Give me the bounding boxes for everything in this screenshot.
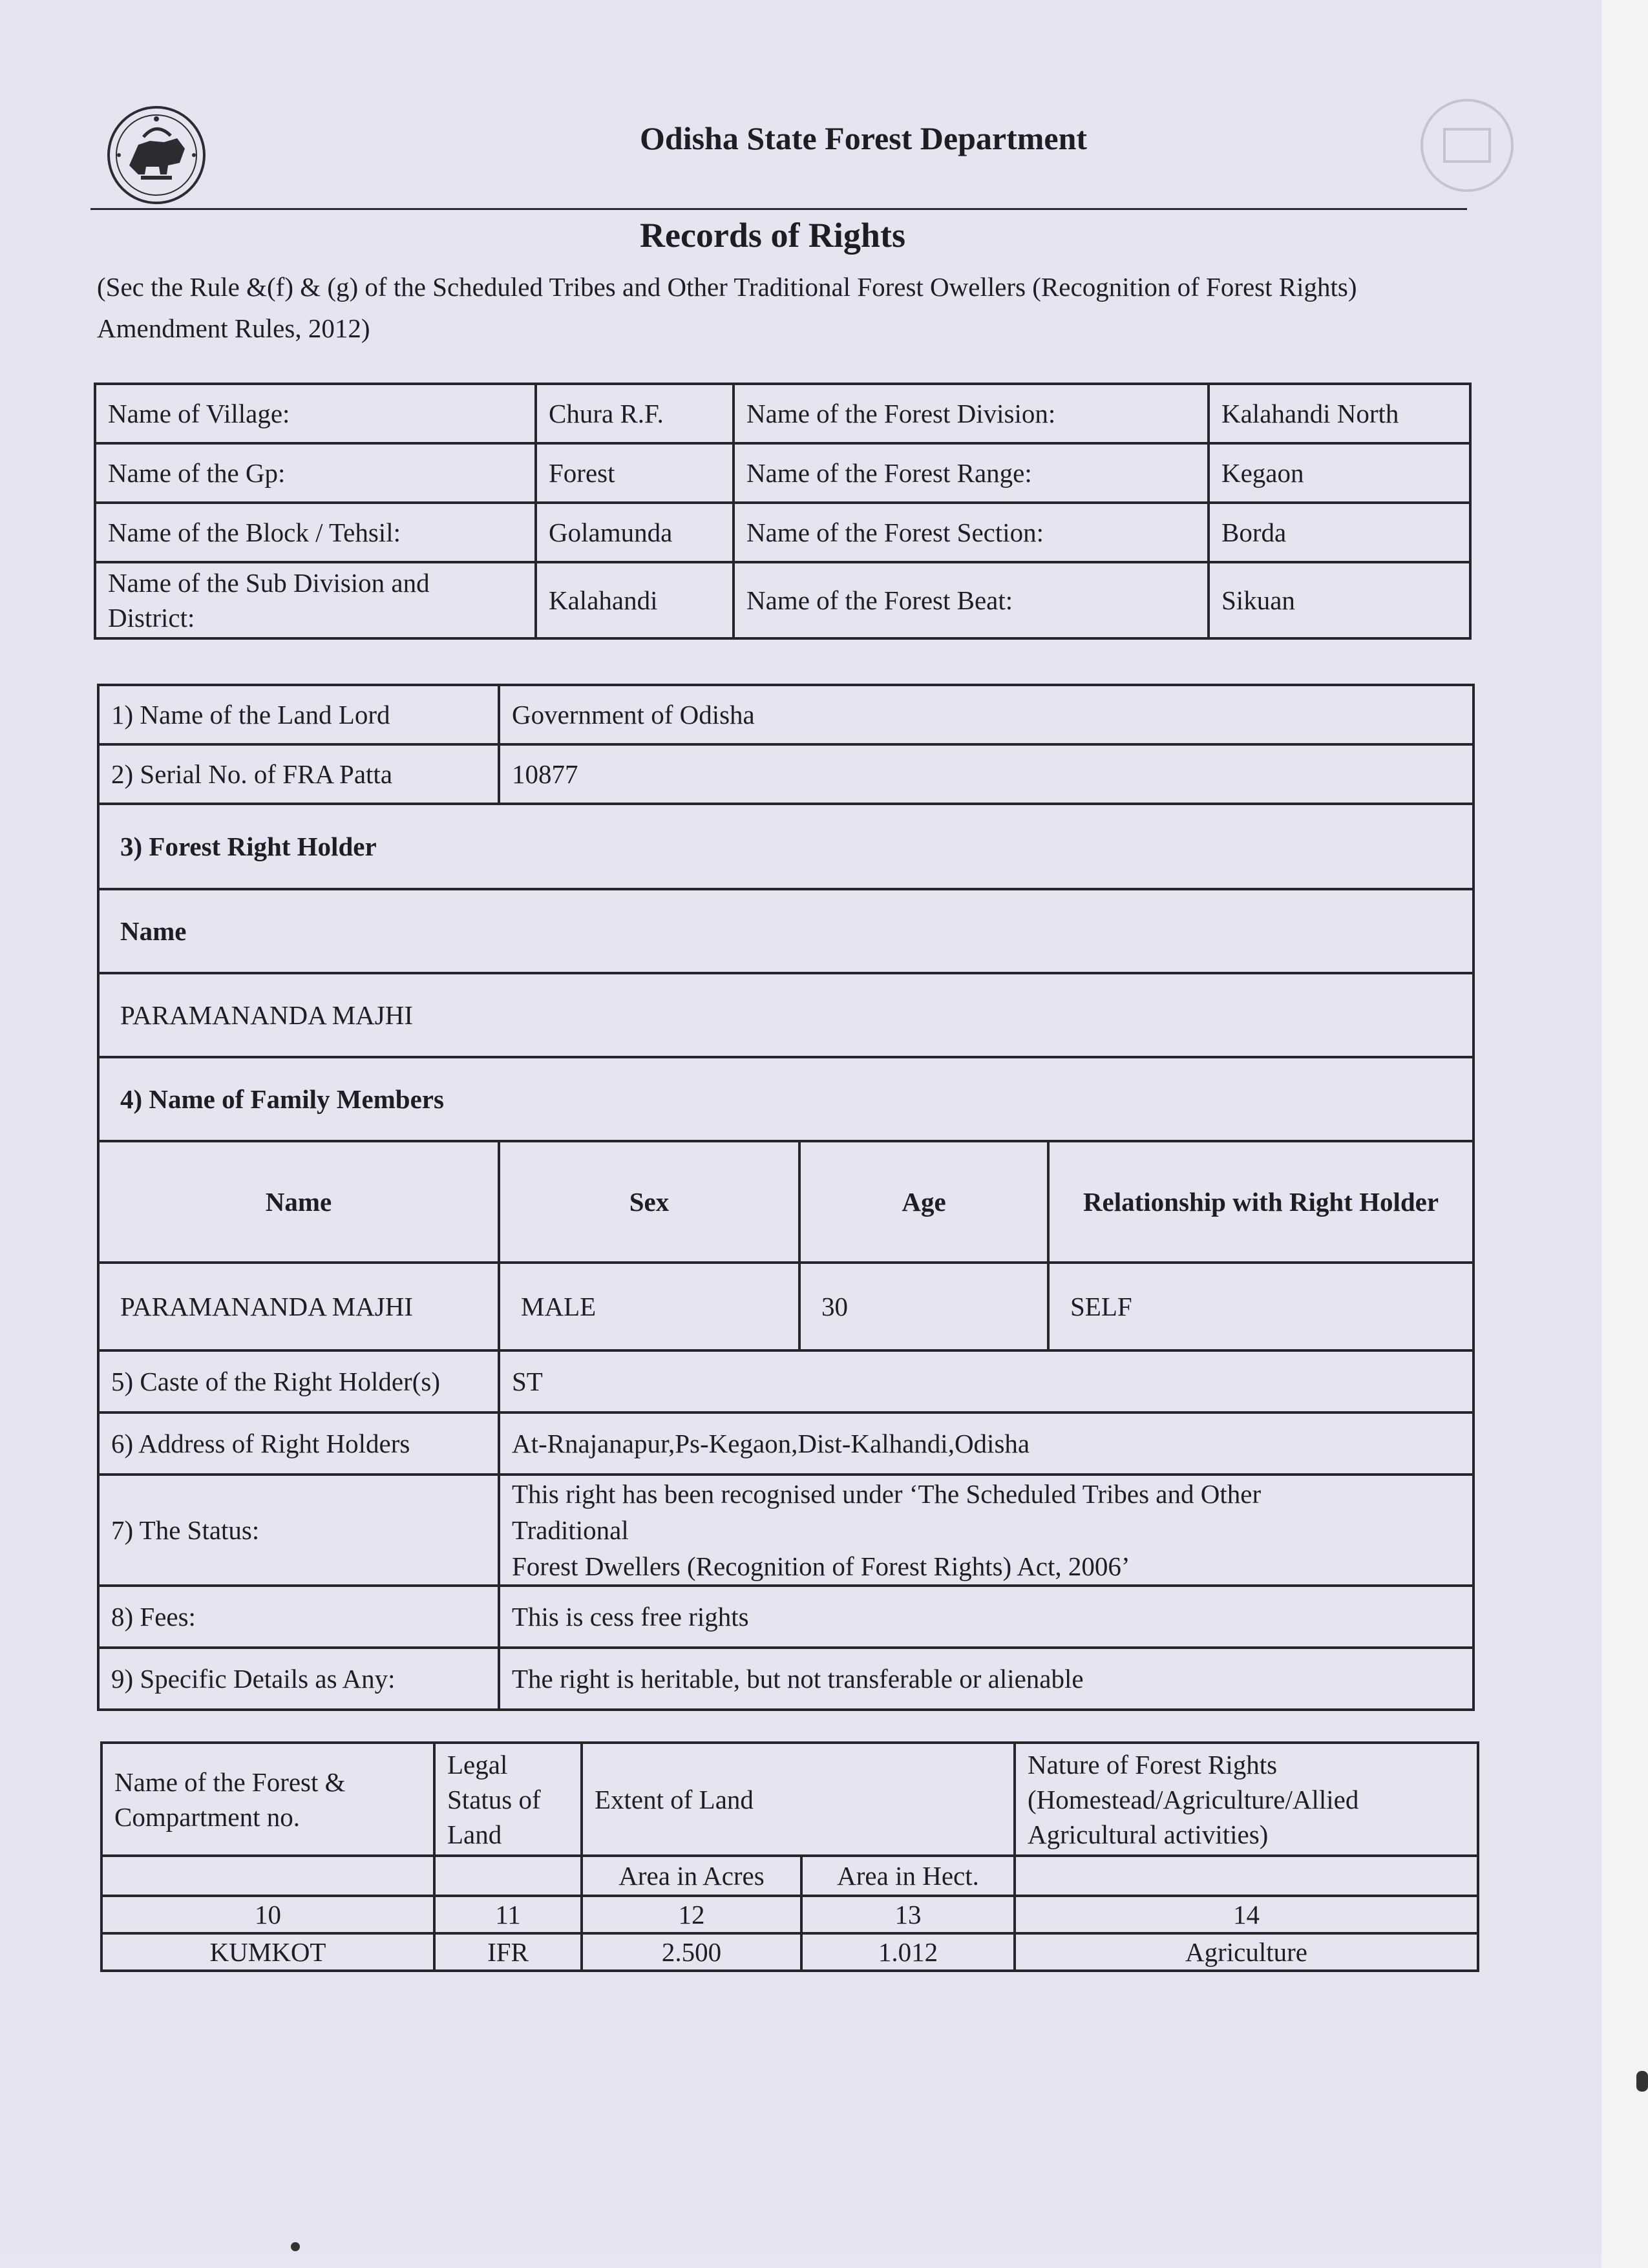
col-number-11: 11: [434, 1896, 582, 1933]
status-line-1: This right has been recognised under ‘The Scheduled Tribes and Other: [512, 1479, 1262, 1509]
table-row: [98, 889, 1474, 973]
land-subheader-row: [101, 1856, 1478, 1896]
fees-value: This is cess free rights: [499, 1586, 1474, 1648]
family-member-name: PARAMANANDA MAJHI: [98, 1263, 499, 1350]
gp-value: Forest: [536, 443, 734, 503]
holder-name: PARAMANANDA MAJHI: [98, 973, 1474, 1057]
caste-value: ST: [499, 1350, 1474, 1412]
table-row: [95, 384, 1470, 443]
range-value: Kegaon: [1209, 443, 1470, 503]
table-row: [98, 1648, 1474, 1710]
location-table: [94, 383, 1472, 640]
family-col-age: Age: [799, 1141, 1048, 1263]
table-row: [95, 443, 1470, 503]
family-col-name: Name: [98, 1141, 499, 1263]
department-title: Odisha State Forest Department: [640, 120, 1088, 156]
details-label: 9) Specific Details as Any:: [98, 1648, 499, 1710]
block-label: Name of the Block / Tehsil:: [95, 503, 536, 562]
subdivision-value: Kalahandi: [536, 562, 734, 638]
land-data-row: [101, 1933, 1478, 1971]
serial-value: 10877: [499, 744, 1474, 804]
block-value: Golamunda: [536, 503, 734, 562]
division-value: Kalahandi North: [1209, 384, 1470, 443]
family-header-row: [98, 1141, 1474, 1263]
odisha-emblem-icon: [105, 103, 208, 207]
scan-speck: [291, 2242, 300, 2251]
subdivision-label: Name of the Sub Division and District:: [95, 562, 536, 638]
col-area-acres: Area in Acres: [582, 1856, 801, 1896]
table-row: [98, 1412, 1474, 1475]
col-nature-of-rights: Nature of Forest Rights (Homestead/Agriculture/Allied Agricultural activities): [1015, 1743, 1478, 1856]
rules-subtitle: (Sec the Rule &(f) & (g) of the Scheduled Tribes and Other Traditional Forest Owellers (Recognition of Forest Rights) Amendment Rules, 2012): [97, 272, 1357, 343]
family-member-age: 30: [799, 1263, 1048, 1350]
village-value: Chura R.F.: [536, 384, 734, 443]
table-row: [98, 1586, 1474, 1648]
col-extent: Extent of Land: [582, 1743, 1015, 1856]
legal-status: IFR: [434, 1933, 582, 1971]
table-row: [98, 1475, 1474, 1586]
family-member-sex: MALE: [499, 1263, 799, 1350]
col-number-13: 13: [801, 1896, 1015, 1933]
status-line-2: Traditional: [512, 1515, 629, 1545]
col-legal-status: Legal Status of Land: [434, 1743, 582, 1856]
family-heading: 4) Name of Family Members: [98, 1057, 1474, 1141]
address-label: 6) Address of Right Holders: [98, 1412, 499, 1475]
header-divider: [90, 208, 1467, 210]
scan-speck: [1636, 2071, 1648, 2092]
status-label: 7) The Status:: [98, 1475, 499, 1586]
table-row: [98, 744, 1474, 804]
table-row: [98, 973, 1474, 1057]
beat-value: Sikuan: [1209, 562, 1470, 638]
table-row: [95, 503, 1470, 562]
section-value: Borda: [1209, 503, 1470, 562]
empty-cell: [434, 1856, 582, 1896]
family-col-relationship: Relationship with Right Holder: [1048, 1141, 1474, 1263]
family-row: [98, 1263, 1474, 1350]
table-row: [98, 1350, 1474, 1412]
family-member-relationship: SELF: [1048, 1263, 1474, 1350]
empty-cell: [101, 1856, 434, 1896]
beat-label: Name of the Forest Beat:: [734, 562, 1209, 638]
fees-label: 8) Fees:: [98, 1586, 499, 1648]
col-number-10: 10: [101, 1896, 434, 1933]
landlord-value: Government of Odisha: [499, 685, 1474, 744]
nature-of-rights: Agriculture: [1015, 1933, 1478, 1971]
details-value: The right is heritable, but not transferable or alienable: [499, 1648, 1474, 1710]
landlord-label: 1) Name of the Land Lord: [98, 685, 499, 744]
page-title: Records of Rights: [640, 216, 905, 255]
land-number-row: [101, 1896, 1478, 1933]
section-label: Name of the Forest Section:: [734, 503, 1209, 562]
col-number-12: 12: [582, 1896, 801, 1933]
area-hect: 1.012: [801, 1933, 1015, 1971]
table-row: [98, 804, 1474, 889]
range-label: Name of the Forest Range:: [734, 443, 1209, 503]
forest-name: KUMKOT: [101, 1933, 434, 1971]
serial-label: 2) Serial No. of FRA Patta: [98, 744, 499, 804]
village-label: Name of Village:: [95, 384, 536, 443]
land-table: [100, 1741, 1479, 1972]
col-forest-compartment: Name of the Forest & Compartment no.: [101, 1743, 434, 1856]
status-value: [499, 1475, 1474, 1586]
caste-label: 5) Caste of the Right Holder(s): [98, 1350, 499, 1412]
table-row: [95, 562, 1470, 638]
table-row: [98, 1057, 1474, 1141]
bleed-through-seal-icon: [1419, 97, 1516, 194]
scan-edge: [1601, 0, 1648, 2268]
address-value: At-Rnajanapur,Ps-Kegaon,Dist-Kalhandi,Odisha: [499, 1412, 1474, 1475]
land-header-row: [101, 1743, 1478, 1856]
family-col-sex: Sex: [499, 1141, 799, 1263]
rights-table: [97, 684, 1475, 1711]
table-row: [98, 685, 1474, 744]
gp-label: Name of the Gp:: [95, 443, 536, 503]
col-number-14: 14: [1015, 1896, 1478, 1933]
empty-cell: [1015, 1856, 1478, 1896]
status-line-3: Forest Dwellers (Recognition of Forest Rights) Act, 2006’: [512, 1551, 1130, 1581]
area-acres: 2.500: [582, 1933, 801, 1971]
holder-heading: 3) Forest Right Holder: [98, 804, 1474, 889]
col-area-hect: Area in Hect.: [801, 1856, 1015, 1896]
name-heading: Name: [98, 889, 1474, 973]
division-label: Name of the Forest Division:: [734, 384, 1209, 443]
